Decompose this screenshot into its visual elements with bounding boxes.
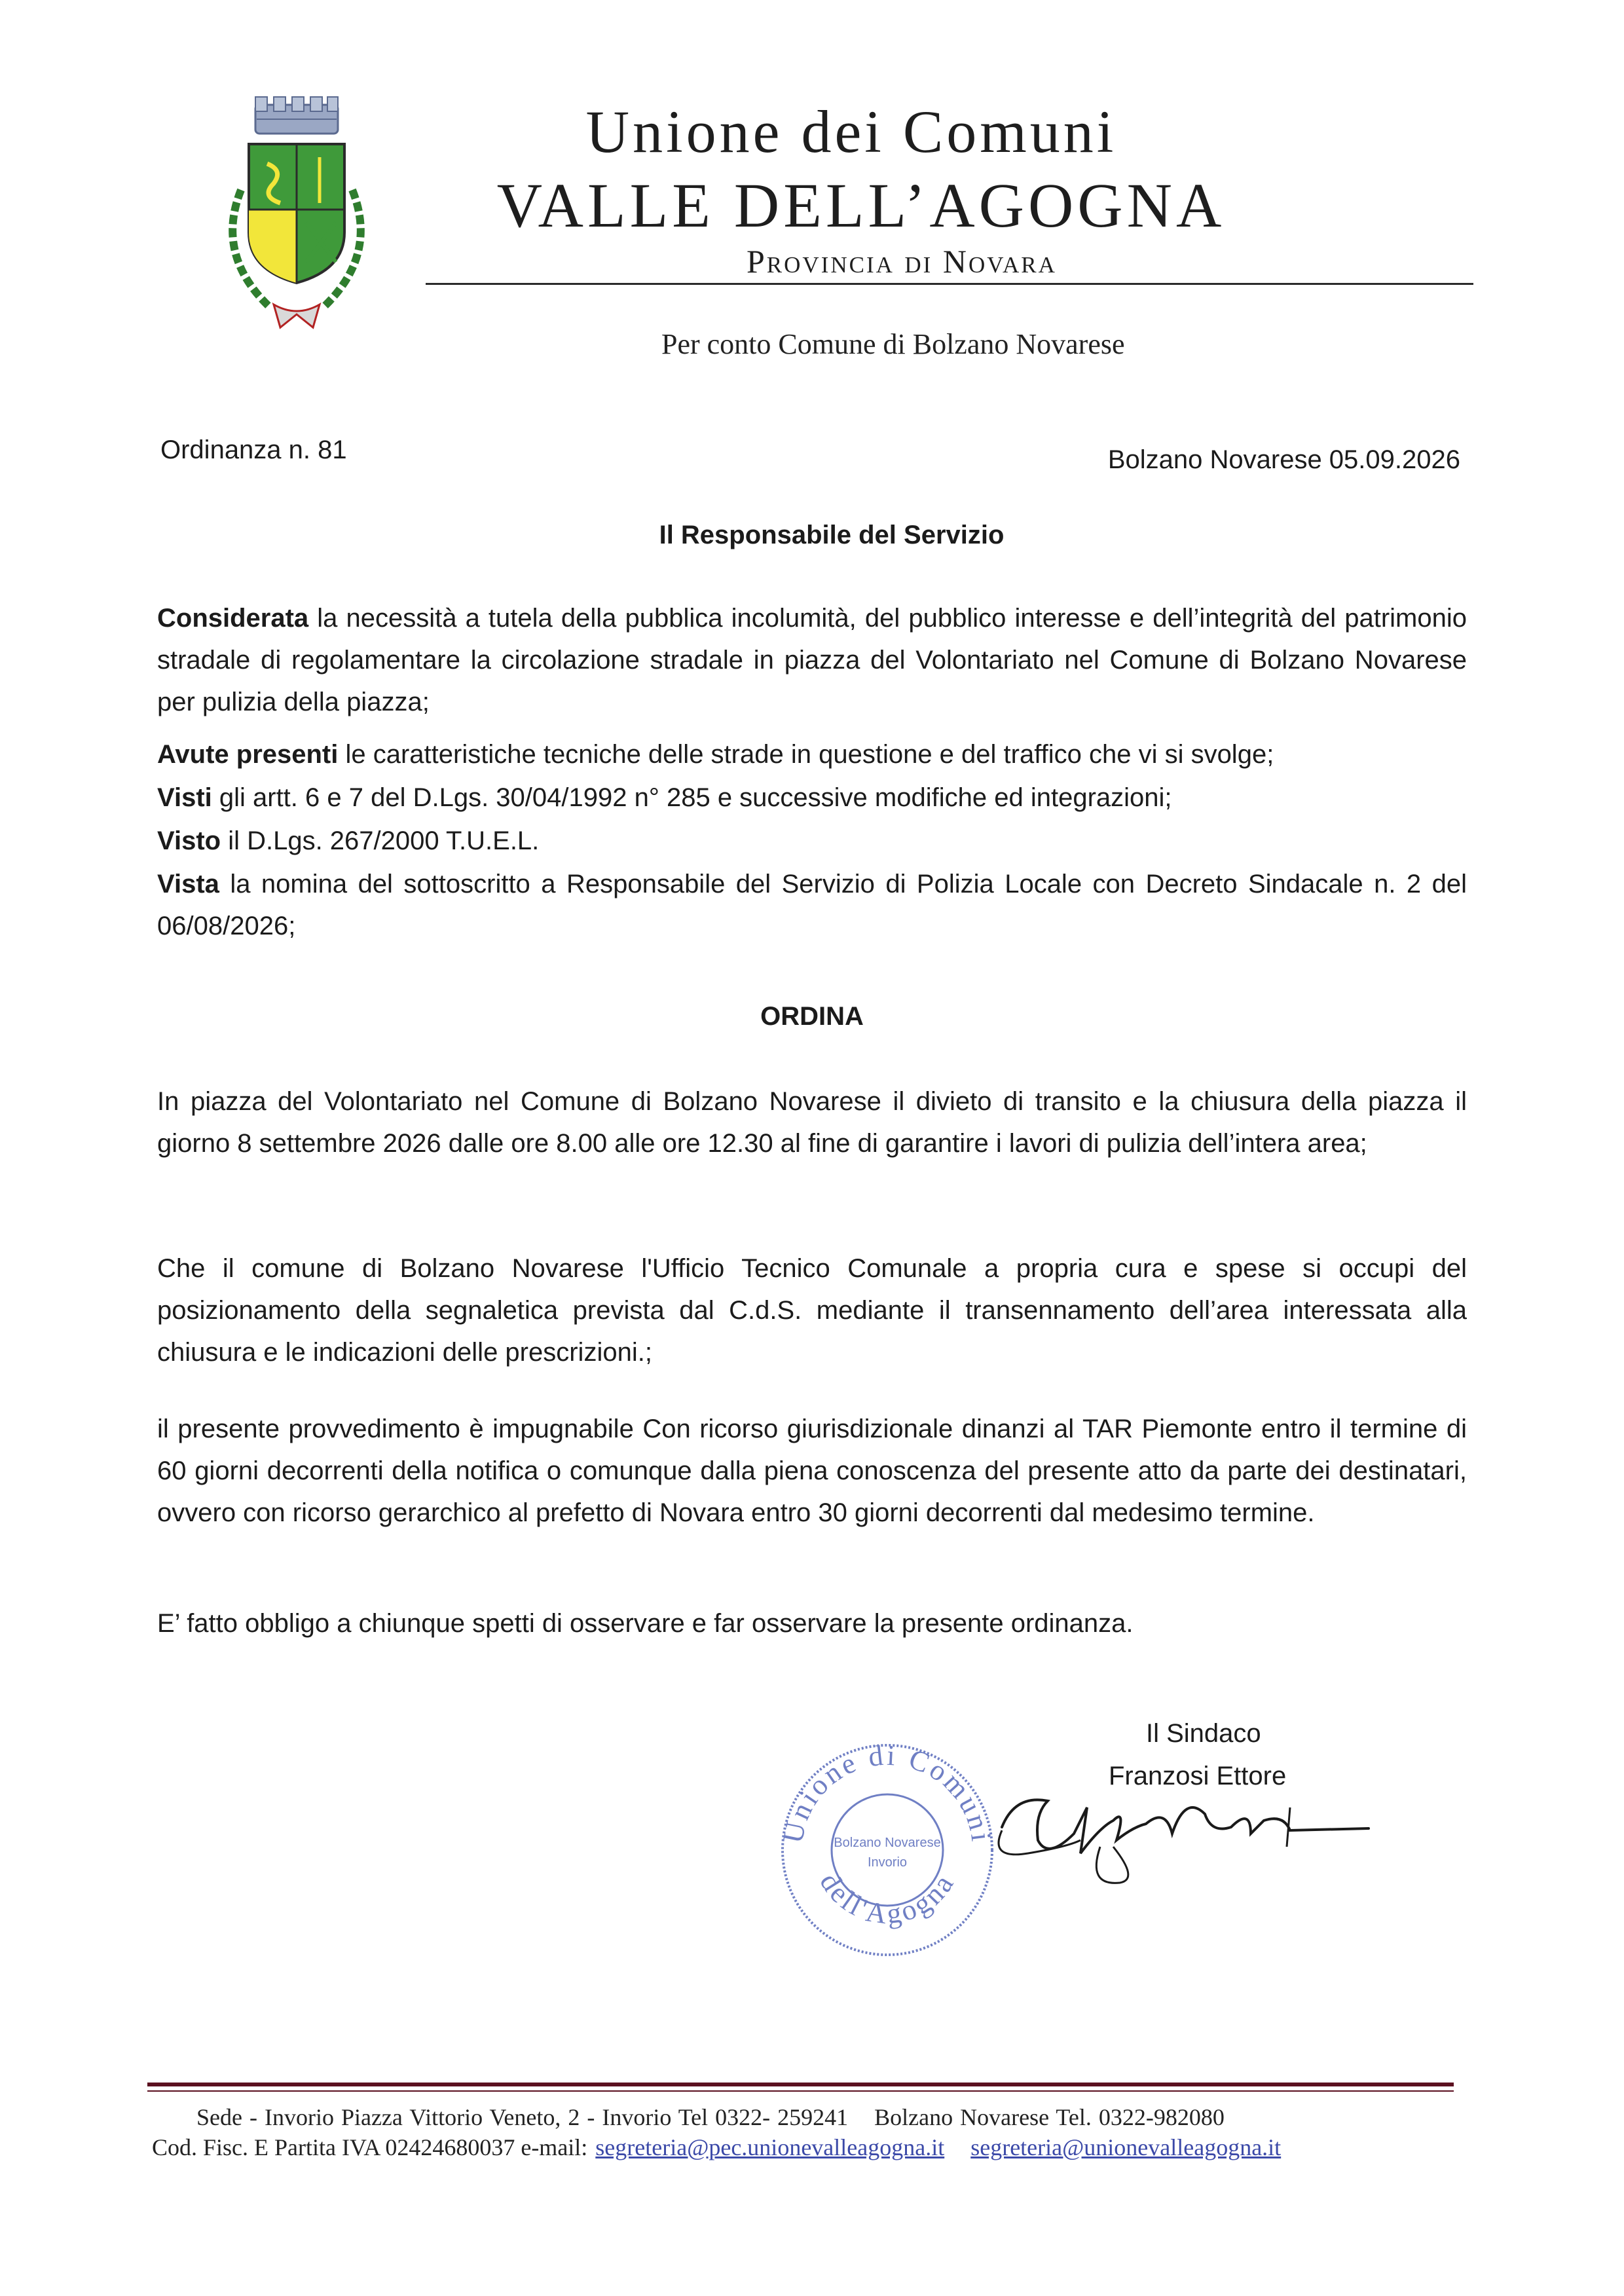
premise-text: le caratteristiche tecniche delle strade in questione e del traffico che vi si svolge; <box>338 740 1274 769</box>
premise-text: il D.Lgs. 267/2000 T.U.E.L. <box>221 826 540 855</box>
premise-lead: Visti <box>157 783 212 812</box>
ordinance-number: Ordinanza n. 81 <box>160 435 347 464</box>
org-name-line-2: VALLE DELL’AGOGNA <box>496 170 1226 240</box>
premise-text: gli artt. 6 e 7 del D.Lgs. 30/04/1992 n° 285 e successive modifiche ed integrazioni; <box>212 783 1172 812</box>
signatory-name: Franzosi Ettore <box>1109 1762 1287 1790</box>
premise-visti <box>157 777 1467 819</box>
handwritten-signature <box>976 1768 1401 1893</box>
section-title: Il Responsabile del Servizio <box>659 521 1005 549</box>
premise-visto <box>157 820 1467 862</box>
footer-bolzano-phone: Bolzano Novarese Tel. 0322-982080 <box>874 2104 1225 2130</box>
premise-avute <box>157 733 1467 775</box>
order-paragraph-3: il presente provvedimento è impugnabile Con ricorso giurisdizionale dinanzi al TAR Piemonte entro il termine di 60 giorni decorrenti della notifica o comunque dalla piena conoscenza del presente atto da parte dei destinatari, ovvero con ricorso gerarchico al prefetto di Novara entro 30 giorni decorrenti dal medesimo termine. <box>157 1415 1467 1527</box>
header-divider <box>426 283 1473 285</box>
org-name-line-1: Unione dei Comuni <box>585 98 1117 165</box>
footer-tax-code: Cod. Fisc. E Partita IVA 02424680037 e-mail: <box>152 2134 588 2160</box>
order-title: ORDINA <box>760 1002 864 1031</box>
stamp-inner-line-1: Bolzano Novarese <box>834 1836 941 1850</box>
premise-vista <box>157 863 1467 947</box>
stamp-inner-line-2: Invorio <box>867 1855 908 1870</box>
signatory-role: Il Sindaco <box>1146 1719 1261 1748</box>
svg-text:Unione di Comuni <box>777 1739 998 1846</box>
stamp-outer-bottom: dell'Agogna <box>813 1867 961 1931</box>
premise-considerata <box>157 597 1467 723</box>
footer-contact-line <box>152 2134 1281 2161</box>
place-and-date: Bolzano Novarese 05.09.2026 <box>1107 445 1460 474</box>
footer-divider <box>147 2083 1454 2086</box>
premise-lead: Considerata <box>157 604 309 633</box>
province-line: Provincia di Novara <box>747 243 1057 280</box>
email-pec-link[interactable]: segreteria@pec.unionevalleagogna.it <box>595 2134 945 2160</box>
footer-divider-thin <box>147 2090 1454 2092</box>
premise-lead: Avute presenti <box>157 740 339 769</box>
stamp-outer-top: Unione di Comuni <box>776 1739 998 1846</box>
on-behalf-line: Per conto Comune di Bolzano Novarese <box>661 328 1125 360</box>
order-paragraph-2: Che il comune di Bolzano Novarese l'Ufficio Tecnico Comunale a propria cura e spese si occupi del posizionamento della segnaletica prevista dal C.d.S. mediante il transennamento dell’area interessata alla chiusura e le indicazioni delle prescrizioni.; <box>157 1254 1467 1367</box>
footer-sede: Sede - Invorio Piazza Vittorio Veneto, 2 - Invorio Tel 0322- 259241 <box>196 2104 849 2130</box>
email-link[interactable]: segreteria@unionevalleagogna.it <box>970 2134 1282 2160</box>
premise-text: la nomina del sottoscritto a Responsabile del Servizio di Polizia Locale con Decreto Sindacale n. 2 del 06/08/2026; <box>157 870 1467 940</box>
order-paragraph-1: In piazza del Volontariato nel Comune di Bolzano Novarese il divieto di transito e la chiusura della piazza il giorno 8 settembre 2026 dalle ore 8.00 alle ore 12.30 al fine di garantire i lavori di pulizia dell’intera area; <box>157 1087 1467 1158</box>
premise-lead: Vista <box>157 870 219 898</box>
premise-lead: Visto <box>157 826 221 855</box>
premise-text: la necessità a tutela della pubblica incolumità, del pubblico interesse e dell’integrità del patrimonio stradale di regolamentare la circolazione stradale in piazza del Volontariato nel Comune di Bolzano Novarese per pulizia della piazza; <box>157 604 1467 716</box>
official-stamp <box>776 1739 999 1961</box>
svg-text:dell'Agogna <box>813 1867 961 1931</box>
footer-address-line <box>196 2103 1225 2131</box>
order-paragraph-4: E’ fatto obbligo a chiunque spetti di osservare e far osservare la presente ordinanza. <box>157 1609 1134 1638</box>
